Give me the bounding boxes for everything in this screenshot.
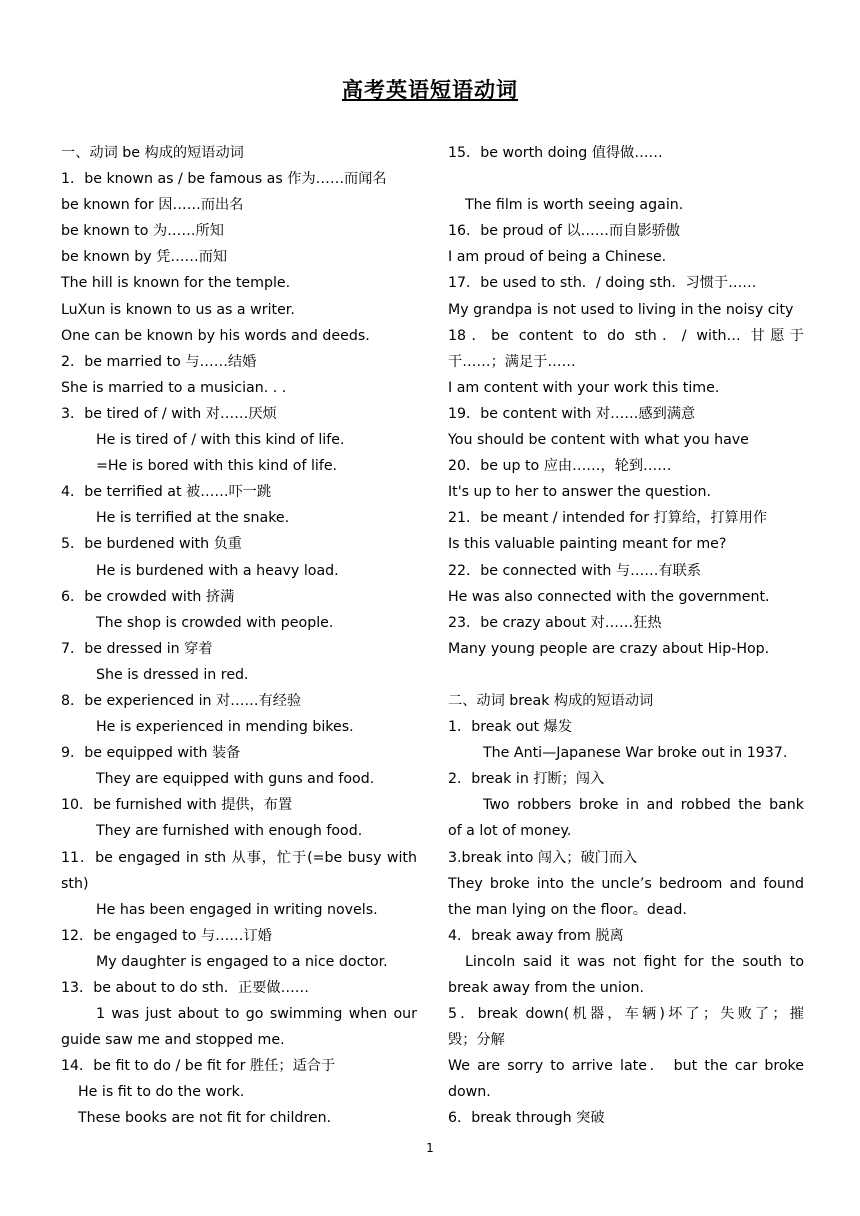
left-line: He is burdened with a heavy load. xyxy=(96,562,339,579)
left-line: They are furnished with enough food. xyxy=(96,823,363,840)
left-line: sth) xyxy=(61,875,89,892)
left-line: 1 was just about to go swimming when our xyxy=(96,1006,417,1023)
left-line: They are equipped with guns and food. xyxy=(96,771,375,788)
left-line: The hill is known for the temple. xyxy=(61,275,291,292)
right-line: 20．be up to 应由……，轮到…… xyxy=(448,458,672,475)
right-line: 6．break through 突破 xyxy=(448,1110,605,1127)
left-line: =He is bored with this kind of life. xyxy=(96,458,338,475)
left-line: He is terrified at the snake. xyxy=(96,510,290,527)
right-line: 19．be content with 对……感到满意 xyxy=(448,405,696,422)
left-line: 13．be about to do sth．正要做…… xyxy=(61,980,309,996)
right-line: 23．be crazy about 对……狂热 xyxy=(448,614,662,631)
left-line: These books are not fit for children. xyxy=(78,1110,332,1127)
left-line: 3．be tired of / with 对……厌烦 xyxy=(61,405,277,422)
right-line: They broke into the uncle’s bedroom and found xyxy=(448,875,804,892)
right-line: The Anti—Japanese War broke out in 1937. xyxy=(483,745,788,762)
left-line: 12．be engaged to 与……订婚 xyxy=(61,927,272,944)
left-line: 6．be crowded with 挤满 xyxy=(61,588,235,605)
left-line: 10．be furnished with 提供，布置 xyxy=(61,797,293,814)
left-line: be known for 因……而出名 xyxy=(61,197,244,214)
right-line: 二、动词 break 构成的短语动词 xyxy=(448,692,654,709)
right-line: 干……；满足于…… xyxy=(448,353,576,370)
right-line: Is this valuable painting meant for me? xyxy=(448,536,727,553)
left-line: He is tired of / with this kind of life. xyxy=(96,432,345,449)
right-line: down. xyxy=(448,1084,491,1101)
left-line: 7．be dressed in 穿着 xyxy=(61,640,213,657)
right-line: I am content with your work this time. xyxy=(448,379,720,396)
right-line: 18．be content to do sth．/ with… 甘愿于 xyxy=(448,327,804,344)
left-line: 11．be engaged in sth 从事，忙于(=be busy with xyxy=(61,849,417,866)
left-line: 14．be fit to do / be fit for 胜任；适合于 xyxy=(61,1058,336,1075)
right-line: Many young people are crazy about Hip-Hop. xyxy=(448,640,770,657)
right-line: The film is worth seeing again. xyxy=(465,197,684,214)
right-line: the man lying on the floor。dead. xyxy=(448,901,687,918)
right-line xyxy=(448,166,804,192)
left-line: 1．be known as / be famous as 作为……而闻名 xyxy=(61,171,387,188)
right-line: 16．be proud of 以……而自影骄傲 xyxy=(448,223,680,240)
left-line: 5．be burdened with 负重 xyxy=(61,536,242,553)
left-line: LuXun is known to us as a writer. xyxy=(61,301,295,318)
document-title: 高考英语短语动词 xyxy=(342,78,518,102)
right-line: You should be content with what you have xyxy=(448,432,749,449)
right-column xyxy=(448,140,804,1132)
right-line: 15．be worth doing 值得做…… xyxy=(448,145,663,161)
left-line: My daughter is engaged to a nice doctor. xyxy=(96,953,388,970)
page-number: 1 xyxy=(426,1141,434,1155)
left-line: One can be known by his words and deeds. xyxy=(61,327,370,344)
left-line: be known by 凭……而知 xyxy=(61,249,228,266)
right-line: I am proud of being a Chinese. xyxy=(448,249,667,266)
left-column xyxy=(61,140,417,1132)
right-line: 毁；分解 xyxy=(448,1032,505,1049)
left-line: 一、动词 be 构成的短语动词 xyxy=(61,145,244,161)
right-line xyxy=(448,662,804,688)
right-line: 2．break in 打断；闯入 xyxy=(448,771,605,788)
left-line: He has been engaged in writing novels. xyxy=(96,901,378,918)
left-line: He is fit to do the work. xyxy=(78,1084,245,1101)
left-line: She is married to a musician. . . xyxy=(61,379,287,396)
left-line: 8．be experienced in 对……有经验 xyxy=(61,692,302,709)
left-line: The shop is crowded with people. xyxy=(96,614,334,631)
right-line: It's up to her to answer the question. xyxy=(448,484,711,501)
right-line: We are sorry to arrive late． but the car broke xyxy=(448,1058,804,1075)
right-line: Lincoln said it was not fight for the south to xyxy=(465,953,804,970)
left-line: 2．be married to 与……结婚 xyxy=(61,353,257,370)
right-line: 5．break down(机器，车辆)坏了；失败了；摧 xyxy=(448,1006,804,1023)
left-line: He is experienced in mending bikes. xyxy=(96,719,354,736)
right-line: 17．be used to sth．/ doing sth．习惯于…… xyxy=(448,275,757,292)
left-line: 9．be equipped with 装备 xyxy=(61,745,241,762)
left-line: She is dressed in red. xyxy=(96,666,249,683)
right-line: break away from the union. xyxy=(448,980,644,996)
right-line: 22．be connected with 与……有联系 xyxy=(448,562,702,579)
right-line: My grandpa is not used to living in the noisy city xyxy=(448,301,794,318)
right-line: Two robbers broke in and robbed the bank xyxy=(483,797,804,814)
right-line: 4．break away from 脱离 xyxy=(448,927,624,944)
right-line: 1．break out 爆发 xyxy=(448,719,573,736)
left-line: be known to 为……所知 xyxy=(61,223,224,240)
right-line: He was also connected with the government. xyxy=(448,588,770,605)
left-line: guide saw me and stopped me. xyxy=(61,1032,285,1049)
right-line: 3.break into 闯入；破门而入 xyxy=(448,849,638,866)
right-line: of a lot of money. xyxy=(448,823,572,840)
right-line: 21．be meant / intended for 打算给，打算用作 xyxy=(448,510,768,527)
left-line: 4．be terrified at 被……吓一跳 xyxy=(61,484,272,501)
